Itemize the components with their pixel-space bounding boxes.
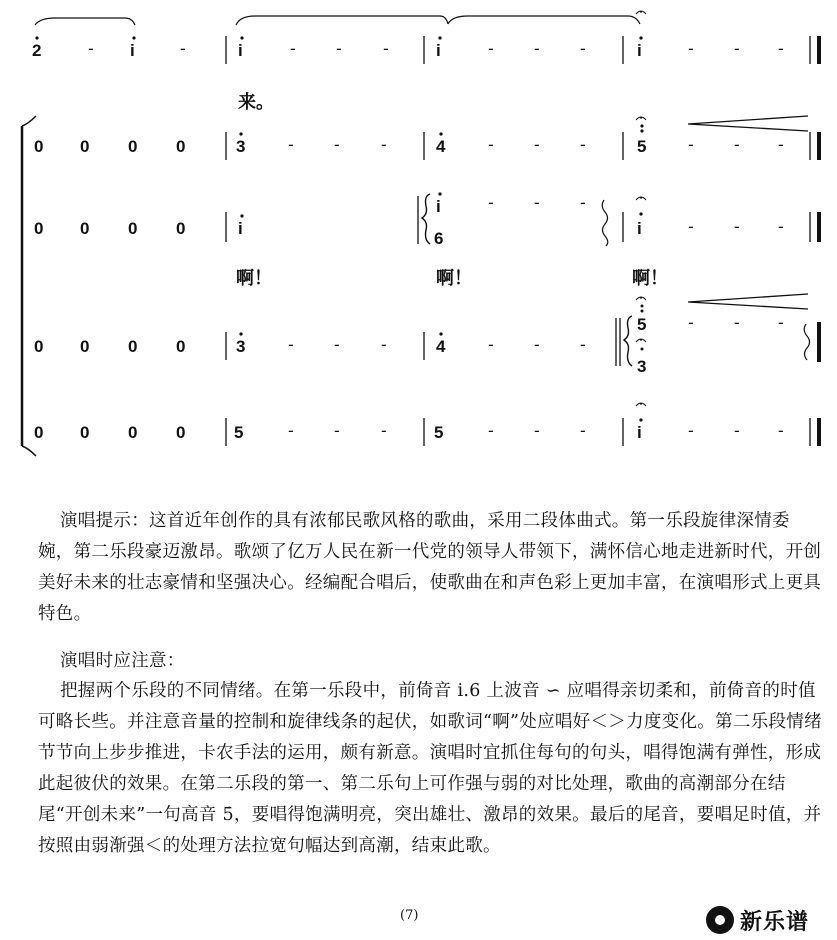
note: i [637, 423, 642, 442]
caution-text [38, 676, 823, 862]
octave-dot [240, 36, 243, 39]
dash: - [580, 193, 586, 212]
dash: - [288, 421, 294, 440]
crescendo-hairpin [688, 116, 808, 131]
dash: - [381, 135, 387, 154]
note: i [637, 41, 642, 60]
dash: - [778, 39, 784, 58]
logo-text: 新乐谱 [740, 909, 810, 935]
tips-paragraph: 演唱提示：这首近年创作的具有浓郁民歌风格的歌曲，采用二段体曲式。第一乐段旋律深情委婉，第二乐段豪迈激昂。歌颂了亿万人民在新一代党的领导人带领下，满怀信心地走进新时代，开创美好未来的壮志豪情和坚强决心。经编配合唱后，使歌曲在和声色彩上更加丰富，在演唱形式上更具特色。 [38, 511, 822, 624]
octave-dot [641, 348, 644, 351]
tie [236, 16, 448, 25]
octave-dot [640, 129, 643, 132]
dash: - [288, 335, 294, 354]
note: 0 [80, 423, 90, 442]
dash: - [488, 335, 494, 354]
dash: - [580, 39, 586, 58]
arpeggio-wave [602, 200, 608, 246]
caution-paragraph: 把握两个乐段的不同情绪。在第一乐段中，前倚音 i.6 上波音 ∽ 应唱得亲切柔和，前倚音的时值可略长些。并注意音量的控制和旋律线条的起伏，如歌词“啊”处应唱好＜＞力度变化。第二乐段情绪节节向上步步推进，卡农手法的运用，颇有新意。演唱时宜抓住每句的句头，唱得饱满有弹性，形成此起彼伏的效果。在第二乐段的第一、第二乐句上可作强与弱的对比处理，歌曲的高潮部分在结尾“开创未来”一句高音 5̇，要唱得饱满明亮，突出雄壮、激昂的效果。最后的尾音，要唱足时值，并按照由弱渐强＜的处理方法拉宽句幅达到高潮，结束此歌。 [38, 681, 822, 856]
note: 4 [436, 337, 446, 356]
note: 0 [34, 219, 44, 238]
dash: - [534, 335, 540, 354]
dash: - [334, 135, 340, 154]
note: 0 [34, 423, 44, 442]
dash: - [688, 217, 694, 236]
staff-voice-5 [34, 403, 819, 446]
dash: - [734, 135, 740, 154]
dash: - [381, 421, 387, 440]
site-logo [706, 903, 831, 937]
note: i [436, 41, 441, 60]
note: 4 [436, 137, 446, 156]
dash: - [288, 135, 294, 154]
octave-dot [641, 310, 644, 313]
staff-voice-2 [34, 116, 819, 160]
octave-dot [439, 132, 442, 135]
dash: - [778, 421, 784, 440]
dash: - [488, 135, 494, 154]
octave-dot [640, 124, 643, 127]
note: i [238, 219, 243, 238]
octave-dot [641, 305, 644, 308]
chord-brace [422, 194, 430, 244]
performance-tips [38, 506, 823, 630]
note: i [238, 41, 243, 60]
dash: - [734, 421, 740, 440]
dash: - [734, 313, 740, 332]
page-number: (7) [400, 908, 419, 923]
octave-dot [438, 36, 441, 39]
lyric: 啊！ [436, 268, 472, 289]
dash: - [534, 39, 540, 58]
note: 3 [637, 357, 647, 376]
lyric: 啊！ [236, 268, 272, 289]
note: 0 [176, 337, 186, 356]
caution-title: 演唱时应注意： [60, 651, 185, 671]
dash: - [290, 39, 296, 58]
arpeggio-wave [804, 324, 809, 360]
dash: - [88, 39, 94, 58]
note: 0 [128, 337, 138, 356]
dash: - [580, 135, 586, 154]
dash: - [778, 135, 784, 154]
dash: - [383, 39, 389, 58]
note: 5 [637, 315, 647, 334]
note: 5 [234, 423, 244, 442]
dash: - [488, 193, 494, 212]
staff-voice-4 [34, 294, 819, 376]
slur [35, 18, 135, 25]
dash: - [688, 421, 694, 440]
note: i [637, 219, 642, 238]
octave-dot [639, 418, 642, 421]
octave-dot [35, 36, 38, 39]
dash: - [778, 313, 784, 332]
note: 0 [176, 423, 186, 442]
dash: - [734, 39, 740, 58]
lyric: 啊！ [632, 268, 668, 289]
dash: - [688, 313, 694, 332]
chord-brace [624, 316, 632, 366]
dash: - [334, 421, 340, 440]
note: 0 [80, 219, 90, 238]
note: 5 [434, 423, 444, 442]
record-disc-icon [706, 906, 734, 934]
note: i [130, 41, 135, 60]
note: 2 [32, 41, 42, 60]
staff-voice-3 [34, 192, 819, 289]
dash: - [534, 421, 540, 440]
note: 6 [434, 229, 444, 248]
octave-dot [439, 332, 442, 335]
note: 0 [176, 219, 186, 238]
note: i [436, 197, 441, 216]
note: 0 [128, 423, 138, 442]
system-bracket [22, 116, 36, 456]
dash: - [534, 135, 540, 154]
note: 5 [637, 137, 647, 156]
octave-dot [240, 214, 243, 217]
staff-voice-1 [32, 11, 819, 113]
dash: - [580, 335, 586, 354]
note: 0 [34, 137, 44, 156]
octave-dot [639, 212, 642, 215]
octave-dot [239, 132, 242, 135]
note: 0 [80, 137, 90, 156]
octave-dot [438, 192, 441, 195]
lyric: 来。 [238, 92, 274, 113]
note: 0 [128, 219, 138, 238]
dash: - [734, 217, 740, 236]
dash: - [180, 39, 186, 58]
dash: - [580, 421, 586, 440]
dash: - [688, 135, 694, 154]
dash: - [381, 335, 387, 354]
note: 0 [80, 337, 90, 356]
tie [448, 16, 640, 24]
octave-dot [639, 36, 642, 39]
note: 0 [128, 137, 138, 156]
dash: - [534, 193, 540, 212]
dash: - [488, 421, 494, 440]
crescendo-hairpin [688, 294, 808, 309]
octave-dot [132, 36, 135, 39]
dash: - [688, 39, 694, 58]
note: 3 [236, 137, 246, 156]
octave-dot [239, 332, 242, 335]
dash: - [334, 335, 340, 354]
note: 0 [176, 137, 186, 156]
dash: - [778, 217, 784, 236]
note: 3 [236, 337, 246, 356]
note: 0 [34, 337, 44, 356]
dash: - [336, 39, 342, 58]
dash: - [488, 39, 494, 58]
